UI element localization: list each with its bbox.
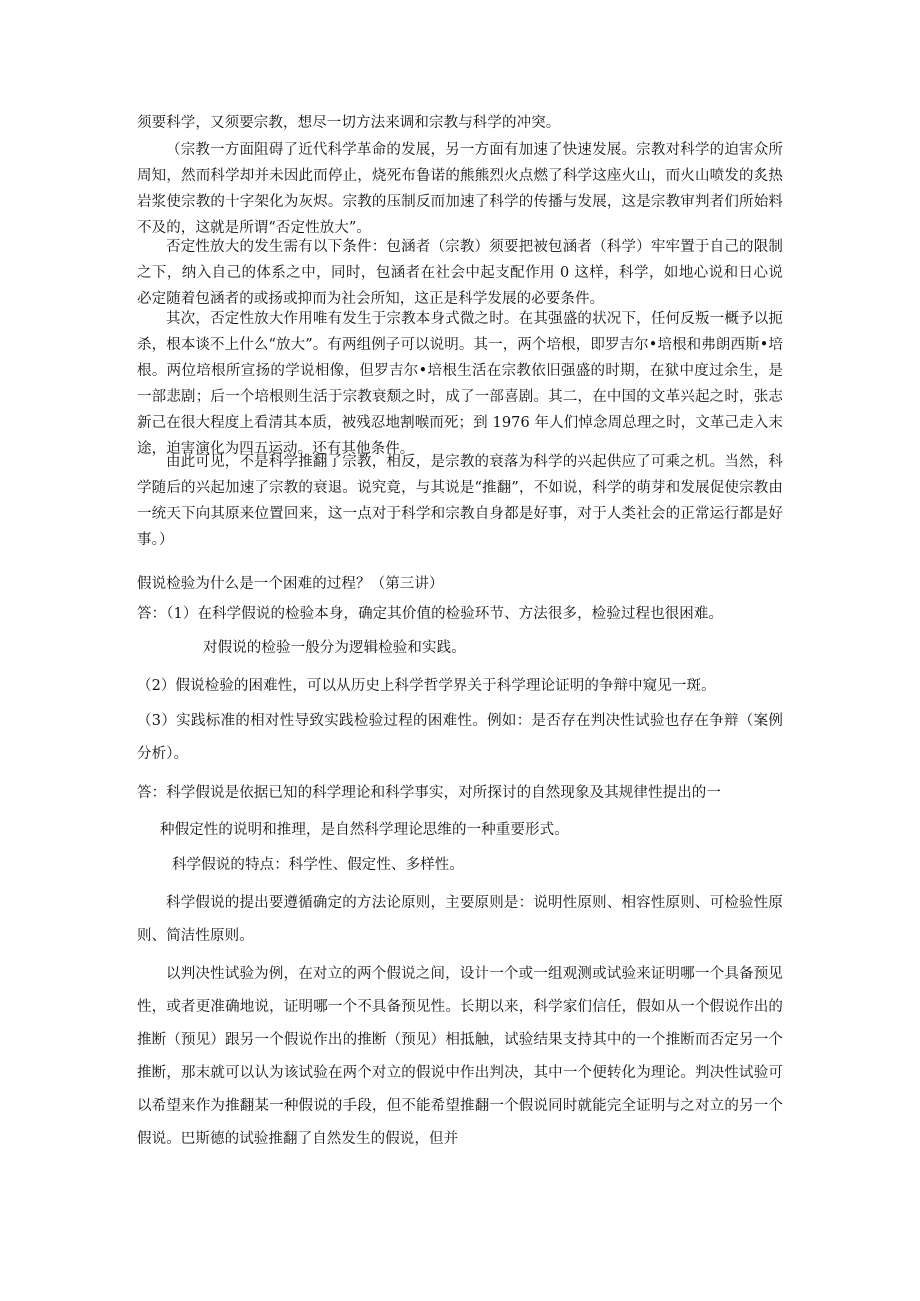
paragraph-negation-amplification: （宗教一方面阻碍了近代科学革命的发展，另一方面有加速了快速发展。宗教对科学的迫害众所周知，然而科学却并未因此而停止，烧死布鲁诺的熊熊烈火点燃了科学这座火山，而火山喷发的炙热岩浆使宗教的十字架化为灰烬。宗教的压制反而加速了科学的传播与发展，这是宗教审判者们所始料不及的，这就是所谓“否定性放大”。 [137,142,783,236]
answer-item-3: （3）实践标准的相对性导致实践检验过程的困难性。例如：是否存在判决性试验也存在争辩（案例分析）。 [137,713,783,762]
paragraph-second-condition: 其次，否定性放大作用唯有发生于宗教本身式微之时。在其强盛的状况下，任何反叛一概予以扼杀，根本谈不上什么“放大”。有两组例子可以说明。其一，两个培根，即罗吉尔•培根和弗朗西斯•培根。两位培根所宣扬的学说相像，但罗吉尔•培根生活在宗教依旧强盛的时期，在狱中度过余生，是一部悲剧；后一个培根则生活于宗教衰颓之时，成了一部喜剧。其二，在中国的文革兴起之时，张志新己在很大程度上看清其本质，被残忍地割喉而死；到 1976 年人们悼念周总理之时，文革己走入末途，迫害演化为四五运动。还有其他条件。 [137,311,783,457]
paragraph-conclusion: 由此可见，不是科学推翻了宗教，相反，是宗教的衰落为科学的兴起供应了可乘之机。当然，科学随后的兴起加速了宗教的衰退。说究竟，与其说是“推翻”，不如说，科学的萌芽和发展促使宗教由一统天下向其原来位置回来，这一点对于科学和宗教自身都是好事，对于人类社会的正常运行都是好事。） [137,454,783,548]
methodology-principles: 科学假说的提出要遵循确定的方法论原则，主要原则是：说明性原则、相容性原则、可检验性原则、简洁性原则。 [137,895,783,944]
question-title: 假说检验为什么是一个困难的过程？（第三讲） [137,576,444,592]
answer-2-line-1: 答：科学假说是依据已知的科学理论和科学事实，对所探讨的自然现象及其规律性提出的一 [137,785,721,801]
answer-2-line-2: 种假定性的说明和推理，是自然科学理论思维的一种重要形式。 [160,822,569,838]
crucial-experiment-paragraph: 以判决性试验为例，在对立的两个假说之间，设计一个或一组观测或试验来证明哪一个具备预见性，或者更准确地说，证明哪一个不具备预见性。长期以来，科学家们信任，假如从一个假说作出的推断（预见）跟另一个假说作出的推断（预见）相抵触，试验结果支持其中的一个推断而否定另一个推断，那末就可以认为该试验在两个对立的假说中作出判决，其中一个便转化为理论。判决性试验可以希望来作为推翻某一种假说的手段，但不能希望推翻一个假说同时就能完全证明与之对立的另一个假说。巴斯德的试验推翻了自然发生的假说，但并 [137,966,783,1147]
paragraph-conditions: 否定性放大的发生需有以下条件：包涵者（宗教）须要把被包涵者（科学）牢牢置于自己的限制之下，纳入自己的体系之中，同时，包涵者在社会中起支配作用 0 这样，科学，如地心说和日心说必定随着包涵者的或扬或抑而为社会所知，这正是科学发展的必要条件。 [137,239,783,307]
answer-item-1: 答：（1）在科学假说的检验本身，确定其价值的检验环节、方法很多，检验过程也很困难。 [137,606,724,622]
top-fragment: 须要科学，又须要宗教，想尽一切方法来调和宗教与科学的冲突。 [137,115,561,131]
answer-item-2: （2）假说检验的困难性，可以从历史上科学哲学界关于科学理论证明的争辩中窥见一斑。 [137,678,716,694]
hypothesis-features: 科学假说的特点：科学性、假定性、多样性。 [172,857,464,873]
answer-item-1-note: 对假说的检验一般分为逻辑检验和实践。 [203,640,466,656]
